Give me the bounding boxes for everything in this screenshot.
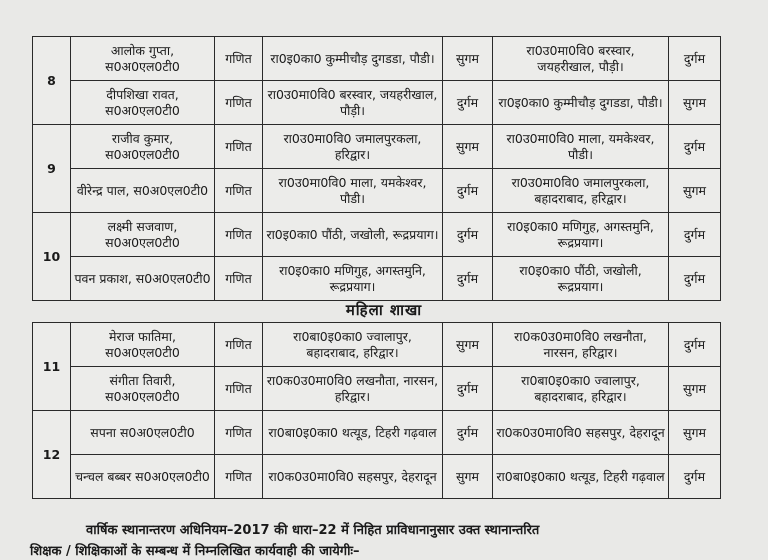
teacher-name-cell: संगीता तिवारी, स0अ0एल0टी0	[71, 367, 215, 411]
teacher-name-cell: राजीव कुमार, स0अ0एल0टी0	[71, 125, 215, 169]
teacher-name-cell: चन्चल बब्बर स0अ0एल0टी0	[71, 455, 215, 499]
teacher-name-cell: मेराज फातिमा, स0अ0एल0टी0	[71, 323, 215, 367]
teacher-name-cell: वीरेन्द्र पाल, स0अ0एल0टी0	[71, 169, 215, 213]
current-category-cell: दुर्गम	[443, 411, 493, 455]
current-school-cell: रा0क0उ0मा0वि0 सहसपुर, देहरादून	[263, 455, 443, 499]
serial-number-cell: 11	[33, 323, 71, 411]
footer-paragraph-line-2: शिक्षक / शिक्षिकाओं के सम्बन्ध में निम्नलिखित कार्यवाही की जायेगीः–	[30, 544, 360, 559]
teacher-name-cell: लक्ष्मी सजवाण, स0अ0एल0टी0	[71, 213, 215, 257]
transfer-category-cell: दुर्गम	[669, 213, 721, 257]
serial-number-cell: 9	[33, 125, 71, 213]
transfer-school-cell: रा0इ0का0 पौंठी, जखोली, रूद्रप्रयाग।	[493, 257, 669, 301]
subject-cell: गणित	[215, 411, 263, 455]
transfer-category-cell: सुगम	[669, 411, 721, 455]
transfer-school-cell: रा0बा0इ0का0 ज्वालापुर, बहादराबाद, हरिद्वार।	[493, 367, 669, 411]
transfer-category-cell: दुर्गम	[669, 257, 721, 301]
current-category-cell: दुर्गम	[443, 257, 493, 301]
current-school-cell: रा0इ0का0 पौंठी, जखोली, रूद्रप्रयाग।	[263, 213, 443, 257]
transfer-school-cell: रा0उ0मा0वि0 बरस्वार, जयहरीखाल, पौड़ी।	[493, 37, 669, 81]
teacher-name-cell: पवन प्रकाश, स0अ0एल0टी0	[71, 257, 215, 301]
table-row	[33, 125, 721, 169]
current-school-cell: रा0उ0मा0वि0 जमालपुरकला, हरिद्वार।	[263, 125, 443, 169]
table-row	[33, 455, 721, 499]
subject-cell: गणित	[215, 367, 263, 411]
transfer-school-cell: रा0उ0मा0वि0 जमालपुरकला, बहादराबाद, हरिद्वार।	[493, 169, 669, 213]
transfer-school-cell: रा0क0उ0मा0वि0 सहसपुर, देहरादून	[493, 411, 669, 455]
transfer-category-cell: सुगम	[669, 367, 721, 411]
section-title: महिला शाखा	[345, 301, 423, 319]
current-school-cell: रा0इ0का0 कुम्मीचौड़ दुगडडा, पौडी।	[263, 37, 443, 81]
subject-cell: गणित	[215, 213, 263, 257]
table-row	[33, 367, 721, 411]
current-category-cell: सुगम	[443, 455, 493, 499]
subject-cell: गणित	[215, 169, 263, 213]
subject-cell: गणित	[215, 323, 263, 367]
current-school-cell: रा0उ0मा0वि0 माला, यमकेश्वर, पौडी।	[263, 169, 443, 213]
transfer-school-cell: रा0उ0मा0वि0 माला, यमकेश्वर, पौडी।	[493, 125, 669, 169]
table-row	[33, 323, 721, 367]
teacher-name-cell: दीपशिखा रावत, स0अ0एल0टी0	[71, 81, 215, 125]
transfer-category-cell: सुगम	[669, 169, 721, 213]
current-category-cell: सुगम	[443, 323, 493, 367]
transfer-category-cell: दुर्गम	[669, 323, 721, 367]
current-school-cell: रा0बा0इ0का0 ज्वालापुर, बहादराबाद, हरिद्वार।	[263, 323, 443, 367]
transfer-school-cell: रा0क0उ0मा0वि0 लखनौता, नारसन, हरिद्वार।	[493, 323, 669, 367]
table-row	[33, 169, 721, 213]
subject-cell: गणित	[215, 81, 263, 125]
current-category-cell: दुर्गम	[443, 169, 493, 213]
current-category-cell: दुर्गम	[443, 81, 493, 125]
table-row	[33, 257, 721, 301]
transfer-category-cell: सुगम	[669, 81, 721, 125]
current-school-cell: रा0उ0मा0वि0 बरस्वार, जयहरीखाल, पौड़ी।	[263, 81, 443, 125]
subject-cell: गणित	[215, 455, 263, 499]
current-category-cell: दुर्गम	[443, 367, 493, 411]
table-row	[33, 81, 721, 125]
subject-cell: गणित	[215, 37, 263, 81]
current-school-cell: रा0बा0इ0का0 थत्यूड, टिहरी गढ़वाल	[263, 411, 443, 455]
transfer-table-top	[32, 36, 721, 301]
transfer-school-cell: रा0इ0का0 मणिगुह, अगस्तमुनि, रूद्रप्रयाग।	[493, 213, 669, 257]
footer-paragraph-line-1: वार्षिक स्थानान्तरण अधिनियम–2017 की धारा–22 में निहित प्राविधानानुसार उक्त स्थानान्तरित	[86, 523, 540, 538]
serial-number-cell: 10	[33, 213, 71, 301]
transfer-category-cell: दुर्गम	[669, 125, 721, 169]
teacher-name-cell: आलोक गुप्ता, स0अ0एल0टी0	[71, 37, 215, 81]
transfer-category-cell: दुर्गम	[669, 37, 721, 81]
current-category-cell: सुगम	[443, 37, 493, 81]
table-row	[33, 213, 721, 257]
current-category-cell: दुर्गम	[443, 213, 493, 257]
current-school-cell: रा0इ0का0 मणिगुह, अगस्तमुनि, रूद्रप्रयाग।	[263, 257, 443, 301]
serial-number-cell: 8	[33, 37, 71, 125]
table-row	[33, 411, 721, 455]
subject-cell: गणित	[215, 257, 263, 301]
current-category-cell: सुगम	[443, 125, 493, 169]
serial-number-cell: 12	[33, 411, 71, 499]
table-row	[33, 37, 721, 81]
current-school-cell: रा0क0उ0मा0वि0 लखनौता, नारसन, हरिद्वार।	[263, 367, 443, 411]
transfer-category-cell: दुर्गम	[669, 455, 721, 499]
subject-cell: गणित	[215, 125, 263, 169]
teacher-name-cell: सपना स0अ0एल0टी0	[71, 411, 215, 455]
transfer-table-bottom	[32, 322, 721, 499]
transfer-school-cell: रा0बा0इ0का0 थत्यूड, टिहरी गढ़वाल	[493, 455, 669, 499]
transfer-school-cell: रा0इ0का0 कुम्मीचौड़ दुगडडा, पौडी।	[493, 81, 669, 125]
